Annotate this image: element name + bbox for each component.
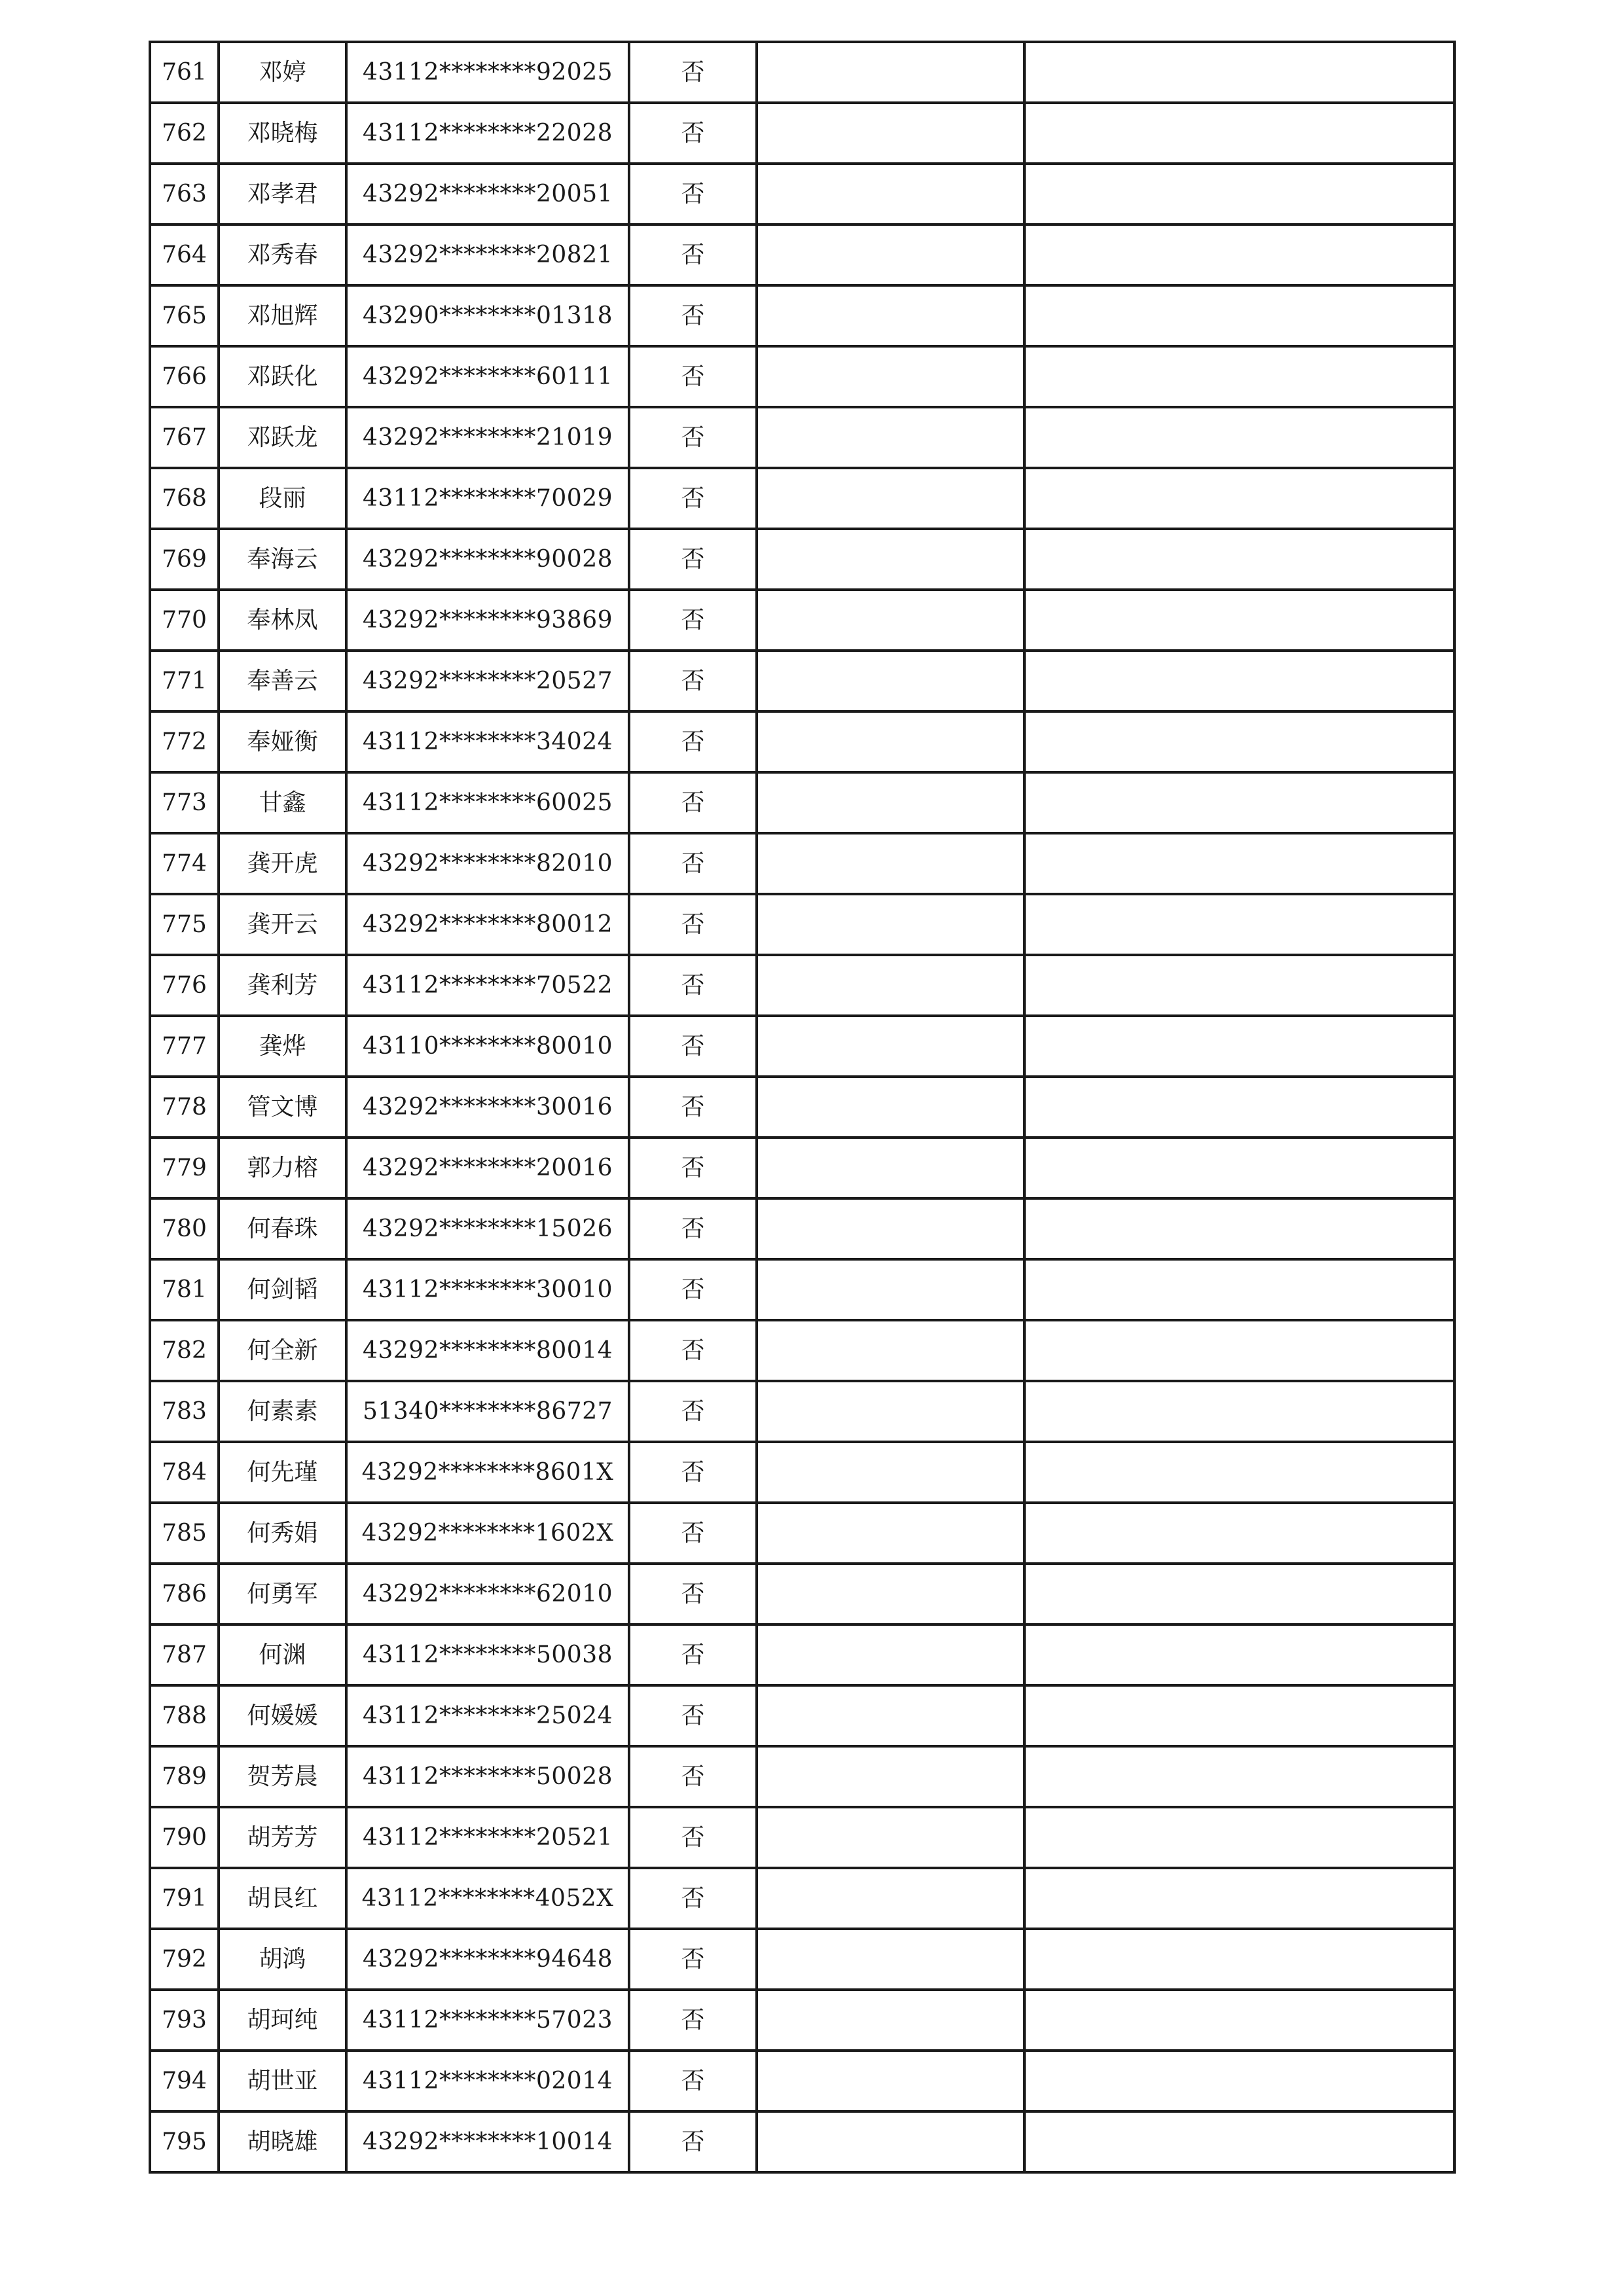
id-number-cell: 43292********93869 [346,590,629,651]
name-cell: 奉娅衡 [219,711,346,772]
table-row [150,103,1454,164]
row-number-cell: 790 [150,1807,219,1868]
blank-cell-6 [1024,1198,1454,1259]
table-row [150,1503,1454,1564]
blank-cell-6 [1024,1259,1454,1320]
table-row [150,1746,1454,1807]
id-number-cell: 43112********25024 [346,1685,629,1746]
blank-cell-5 [757,1259,1024,1320]
name-cell: 何全新 [219,1320,346,1381]
row-number-cell: 781 [150,1259,219,1320]
flag-cell: 否 [629,1868,757,1929]
table-row [150,590,1454,651]
row-number-cell: 775 [150,894,219,955]
name-cell: 何剑韬 [219,1259,346,1320]
blank-cell-5 [757,1503,1024,1564]
blank-cell-5 [757,590,1024,651]
blank-cell-6 [1024,1990,1454,2051]
blank-cell-5 [757,1685,1024,1746]
row-number-cell: 768 [150,468,219,529]
name-cell: 胡芳芳 [219,1807,346,1868]
table-row [150,1259,1454,1320]
blank-cell-6 [1024,1929,1454,1990]
table-row [150,1807,1454,1868]
table-row [150,1077,1454,1138]
name-cell: 奉林凤 [219,590,346,651]
blank-cell-5 [757,1320,1024,1381]
table-row [150,1138,1454,1198]
id-number-cell: 43112********57023 [346,1990,629,2051]
table-row [150,1990,1454,2051]
table-row [150,1624,1454,1685]
flag-cell: 否 [629,1564,757,1624]
blank-cell-6 [1024,590,1454,651]
flag-cell: 否 [629,1016,757,1077]
row-number-cell: 765 [150,285,219,346]
blank-cell-6 [1024,1868,1454,1929]
name-cell: 龚开虎 [219,833,346,894]
blank-cell-5 [757,529,1024,590]
blank-cell-6 [1024,1320,1454,1381]
id-number-cell: 43112********50028 [346,1746,629,1807]
table-row [150,1442,1454,1503]
row-number-cell: 771 [150,651,219,711]
blank-cell-6 [1024,103,1454,164]
blank-cell-6 [1024,772,1454,833]
flag-cell: 否 [629,468,757,529]
flag-cell: 否 [629,711,757,772]
blank-cell-5 [757,285,1024,346]
table-row [150,772,1454,833]
blank-cell-6 [1024,1807,1454,1868]
blank-cell-6 [1024,2111,1454,2172]
blank-cell-6 [1024,468,1454,529]
id-number-cell: 43112********60025 [346,772,629,833]
blank-cell-6 [1024,164,1454,224]
name-cell: 胡鸿 [219,1929,346,1990]
row-number-cell: 792 [150,1929,219,1990]
row-number-cell: 794 [150,2051,219,2111]
id-number-cell: 43292********1602X [346,1503,629,1564]
flag-cell: 否 [629,1746,757,1807]
blank-cell-5 [757,164,1024,224]
table-row [150,224,1454,285]
table-row [150,529,1454,590]
table-row [150,1685,1454,1746]
id-number-cell: 43292********20051 [346,164,629,224]
blank-cell-6 [1024,2051,1454,2111]
flag-cell: 否 [629,590,757,651]
table-row [150,164,1454,224]
table-row [150,651,1454,711]
name-cell: 何勇军 [219,1564,346,1624]
row-number-cell: 787 [150,1624,219,1685]
row-number-cell: 762 [150,103,219,164]
name-cell: 何秀娟 [219,1503,346,1564]
blank-cell-5 [757,1807,1024,1868]
table-row [150,346,1454,407]
name-cell: 胡珂纯 [219,1990,346,2051]
blank-cell-6 [1024,1685,1454,1746]
blank-cell-6 [1024,1381,1454,1442]
blank-cell-5 [757,2111,1024,2172]
blank-cell-6 [1024,1503,1454,1564]
id-number-cell: 43292********8601X [346,1442,629,1503]
id-number-cell: 43112********92025 [346,42,629,103]
blank-cell-6 [1024,1624,1454,1685]
blank-cell-6 [1024,1138,1454,1198]
id-number-cell: 43112********22028 [346,103,629,164]
flag-cell: 否 [629,1624,757,1685]
id-number-cell: 43112********02014 [346,2051,629,2111]
id-number-cell: 43292********10014 [346,2111,629,2172]
name-cell: 胡艮红 [219,1868,346,1929]
blank-cell-5 [757,1564,1024,1624]
blank-cell-5 [757,42,1024,103]
blank-cell-5 [757,1442,1024,1503]
blank-cell-5 [757,711,1024,772]
roster-table-body [150,42,1454,2172]
id-number-cell: 43292********80012 [346,894,629,955]
name-cell: 龚烨 [219,1016,346,1077]
id-number-cell: 43110********80010 [346,1016,629,1077]
row-number-cell: 789 [150,1746,219,1807]
blank-cell-5 [757,894,1024,955]
name-cell: 奉海云 [219,529,346,590]
blank-cell-5 [757,407,1024,468]
row-number-cell: 788 [150,1685,219,1746]
blank-cell-6 [1024,651,1454,711]
flag-cell: 否 [629,1381,757,1442]
row-number-cell: 783 [150,1381,219,1442]
id-number-cell: 43292********15026 [346,1198,629,1259]
roster-table [149,41,1456,2174]
id-number-cell: 43292********21019 [346,407,629,468]
row-number-cell: 776 [150,955,219,1016]
flag-cell: 否 [629,1442,757,1503]
row-number-cell: 779 [150,1138,219,1198]
flag-cell: 否 [629,1929,757,1990]
flag-cell: 否 [629,1503,757,1564]
name-cell: 胡世亚 [219,2051,346,2111]
blank-cell-5 [757,1138,1024,1198]
name-cell: 何渊 [219,1624,346,1685]
table-row [150,1320,1454,1381]
table-row [150,894,1454,955]
table-row [150,1868,1454,1929]
blank-cell-6 [1024,1746,1454,1807]
flag-cell: 否 [629,529,757,590]
name-cell: 邓跃化 [219,346,346,407]
row-number-cell: 786 [150,1564,219,1624]
blank-cell-5 [757,1198,1024,1259]
blank-cell-6 [1024,346,1454,407]
id-number-cell: 43112********70522 [346,955,629,1016]
blank-cell-5 [757,1381,1024,1442]
blank-cell-6 [1024,711,1454,772]
blank-cell-6 [1024,529,1454,590]
name-cell: 邓旭辉 [219,285,346,346]
table-row [150,1016,1454,1077]
table-row [150,2111,1454,2172]
id-number-cell: 43292********94648 [346,1929,629,1990]
blank-cell-6 [1024,1077,1454,1138]
flag-cell: 否 [629,164,757,224]
table-row [150,1198,1454,1259]
name-cell: 何春珠 [219,1198,346,1259]
blank-cell-6 [1024,894,1454,955]
id-number-cell: 43292********60111 [346,346,629,407]
id-number-cell: 43112********70029 [346,468,629,529]
blank-cell-6 [1024,1442,1454,1503]
flag-cell: 否 [629,103,757,164]
name-cell: 邓跃龙 [219,407,346,468]
table-row [150,2051,1454,2111]
blank-cell-6 [1024,285,1454,346]
table-row [150,407,1454,468]
blank-cell-5 [757,1624,1024,1685]
table-row [150,285,1454,346]
flag-cell: 否 [629,1077,757,1138]
flag-cell: 否 [629,1259,757,1320]
blank-cell-5 [757,1868,1024,1929]
id-number-cell: 43290********01318 [346,285,629,346]
id-number-cell: 43292********30016 [346,1077,629,1138]
flag-cell: 否 [629,346,757,407]
row-number-cell: 767 [150,407,219,468]
id-number-cell: 43292********20016 [346,1138,629,1198]
blank-cell-5 [757,346,1024,407]
id-number-cell: 43292********90028 [346,529,629,590]
row-number-cell: 780 [150,1198,219,1259]
row-number-cell: 785 [150,1503,219,1564]
row-number-cell: 784 [150,1442,219,1503]
row-number-cell: 761 [150,42,219,103]
name-cell: 何先瑾 [219,1442,346,1503]
row-number-cell: 778 [150,1077,219,1138]
name-cell: 段丽 [219,468,346,529]
row-number-cell: 773 [150,772,219,833]
blank-cell-5 [757,103,1024,164]
flag-cell: 否 [629,2111,757,2172]
blank-cell-5 [757,468,1024,529]
flag-cell: 否 [629,1138,757,1198]
row-number-cell: 795 [150,2111,219,2172]
flag-cell: 否 [629,2051,757,2111]
name-cell: 奉善云 [219,651,346,711]
blank-cell-5 [757,833,1024,894]
flag-cell: 否 [629,1198,757,1259]
flag-cell: 否 [629,1990,757,2051]
name-cell: 邓孝君 [219,164,346,224]
flag-cell: 否 [629,772,757,833]
row-number-cell: 764 [150,224,219,285]
blank-cell-6 [1024,955,1454,1016]
name-cell: 何媛媛 [219,1685,346,1746]
id-number-cell: 43292********20527 [346,651,629,711]
id-number-cell: 43292********20821 [346,224,629,285]
blank-cell-6 [1024,833,1454,894]
blank-cell-6 [1024,407,1454,468]
id-number-cell: 43112********4052X [346,1868,629,1929]
blank-cell-6 [1024,42,1454,103]
row-number-cell: 770 [150,590,219,651]
table-row [150,1564,1454,1624]
blank-cell-6 [1024,224,1454,285]
blank-cell-5 [757,651,1024,711]
row-number-cell: 763 [150,164,219,224]
row-number-cell: 774 [150,833,219,894]
flag-cell: 否 [629,955,757,1016]
id-number-cell: 43292********62010 [346,1564,629,1624]
name-cell: 贺芳晨 [219,1746,346,1807]
row-number-cell: 782 [150,1320,219,1381]
row-number-cell: 777 [150,1016,219,1077]
flag-cell: 否 [629,42,757,103]
blank-cell-5 [757,2051,1024,2111]
row-number-cell: 793 [150,1990,219,2051]
table-row [150,1929,1454,1990]
id-number-cell: 43112********30010 [346,1259,629,1320]
table-row [150,833,1454,894]
table-row [150,711,1454,772]
flag-cell: 否 [629,407,757,468]
name-cell: 邓晓梅 [219,103,346,164]
table-row [150,1381,1454,1442]
id-number-cell: 43112********50038 [346,1624,629,1685]
row-number-cell: 791 [150,1868,219,1929]
name-cell: 管文博 [219,1077,346,1138]
name-cell: 郭力榕 [219,1138,346,1198]
flag-cell: 否 [629,1320,757,1381]
flag-cell: 否 [629,651,757,711]
blank-cell-5 [757,1929,1024,1990]
blank-cell-6 [1024,1564,1454,1624]
name-cell: 龚开云 [219,894,346,955]
blank-cell-5 [757,224,1024,285]
name-cell: 邓秀春 [219,224,346,285]
blank-cell-5 [757,772,1024,833]
name-cell: 何素素 [219,1381,346,1442]
id-number-cell: 51340********86727 [346,1381,629,1442]
flag-cell: 否 [629,1807,757,1868]
blank-cell-5 [757,1016,1024,1077]
blank-cell-6 [1024,1016,1454,1077]
id-number-cell: 43292********82010 [346,833,629,894]
table-row [150,42,1454,103]
table-row [150,468,1454,529]
name-cell: 邓婷 [219,42,346,103]
row-number-cell: 766 [150,346,219,407]
name-cell: 胡晓雄 [219,2111,346,2172]
flag-cell: 否 [629,833,757,894]
blank-cell-5 [757,1077,1024,1138]
table-row [150,955,1454,1016]
blank-cell-5 [757,955,1024,1016]
flag-cell: 否 [629,224,757,285]
row-number-cell: 769 [150,529,219,590]
name-cell: 龚利芳 [219,955,346,1016]
flag-cell: 否 [629,285,757,346]
flag-cell: 否 [629,1685,757,1746]
name-cell: 甘鑫 [219,772,346,833]
id-number-cell: 43112********20521 [346,1807,629,1868]
id-number-cell: 43292********80014 [346,1320,629,1381]
row-number-cell: 772 [150,711,219,772]
blank-cell-5 [757,1746,1024,1807]
blank-cell-5 [757,1990,1024,2051]
flag-cell: 否 [629,894,757,955]
id-number-cell: 43112********34024 [346,711,629,772]
